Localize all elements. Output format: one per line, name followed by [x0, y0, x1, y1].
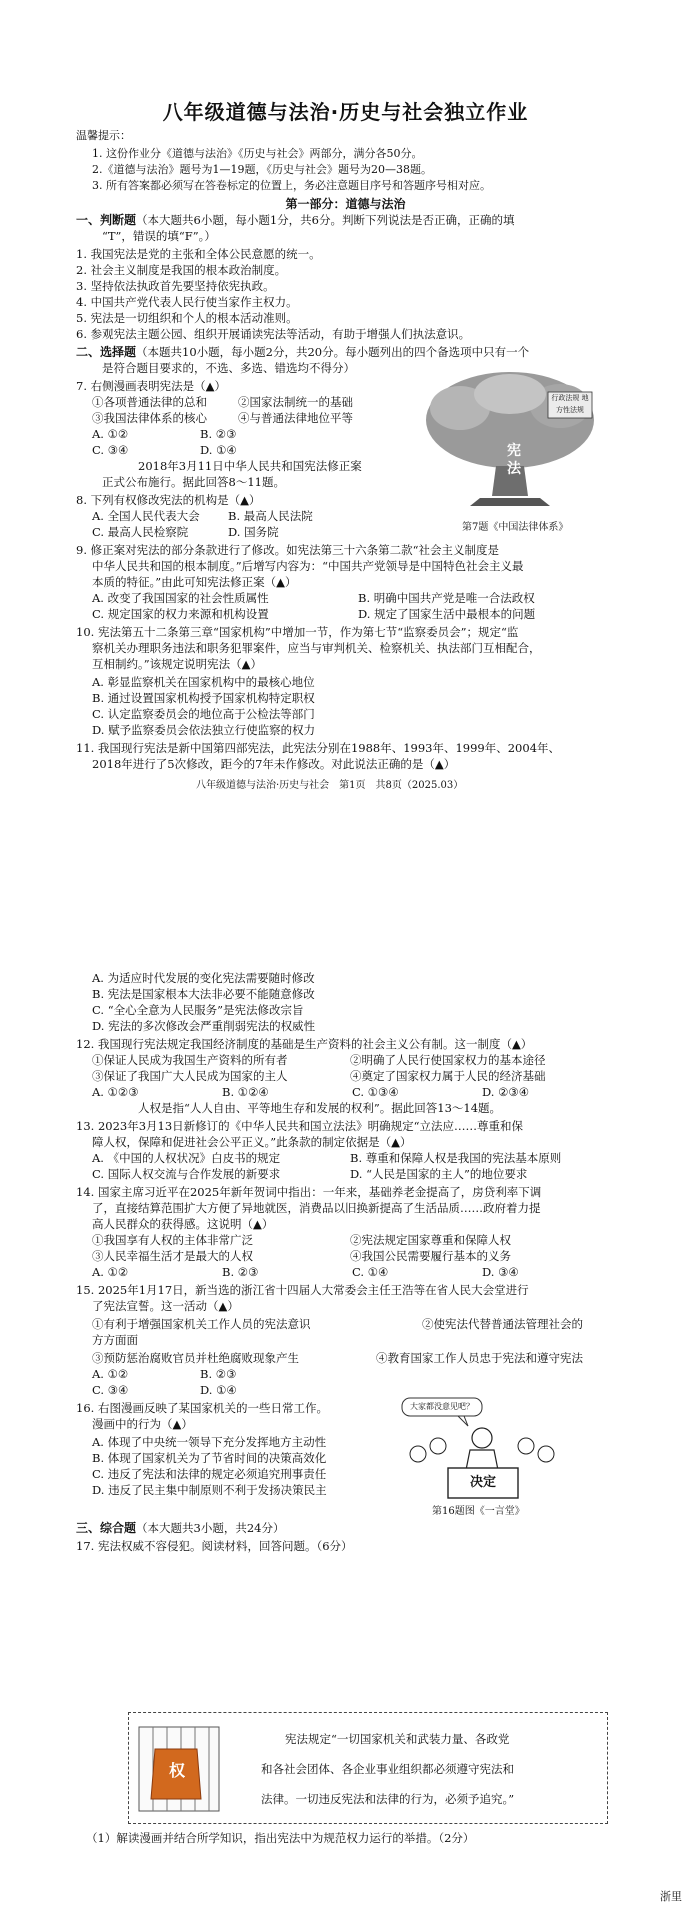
- q7-opt1: ①各项普通法律的总和: [92, 395, 207, 409]
- listener-left-2: [430, 1438, 446, 1454]
- q12-B: B. ①②④: [222, 1085, 269, 1099]
- q14-line1: 14. 国家主席习近平在2025年新年贺词中指出：一年来，基础养老金提高了，房贷利率下调: [76, 1185, 542, 1199]
- q7-opt4: ④与普通法律地位平等: [238, 411, 353, 425]
- section3-label: 三、综合题: [76, 1521, 137, 1535]
- q16-figure-caption: 第16题图《一言堂》: [432, 1506, 525, 1517]
- q15-opt2: ②使宪法代替普通法管理社会的: [422, 1317, 583, 1331]
- q8-A: A. 全国人民代表大会: [92, 509, 200, 523]
- part1-heading: 第一部分：道德与法治: [285, 197, 406, 211]
- constitution-tree-illustration: [420, 368, 600, 510]
- decision-board-text: 决定: [469, 1475, 496, 1490]
- q16-B: B. 体现了国家机关为了节省时间的决策高效化: [92, 1451, 327, 1465]
- section2-desc1: （本题共10小题，每小题2分，共20分。每小题列出的四个备选项中只有一个: [136, 345, 530, 359]
- q13-D: D. “人民是国家的主人”的地位要求: [350, 1167, 528, 1181]
- section1-desc1: （本大题共6小题，每小题1分，共6分。判断下列说法是否正确，正确的填: [136, 213, 515, 227]
- material-8-11-line1: 2018年3月11日中华人民共和国宪法修正案: [138, 459, 362, 473]
- section2-desc2: 是符合题目要求的，不选、多选、错选均不得分）: [102, 361, 355, 375]
- q14-opt1: ①我国享有人权的主体非常广泛: [92, 1233, 253, 1247]
- speech-bubble-text: 大家都没意见吧？: [410, 1402, 474, 1411]
- q10-line2: 察机关办理职务违法和职务犯罪案件，应当与审判机关、检察机关、执法部门互相配合，: [92, 641, 541, 655]
- q11-B: B. 宪法是国家根本大法非必要不能随意修改: [92, 987, 315, 1001]
- tree-sign-text: 行政法规 地方性法规: [551, 394, 589, 414]
- q9-line2: 中华人民共和国的根本制度。”后增写内容为：“中国共产党领导是中国特色社会主义最: [92, 559, 524, 573]
- q17-stem: 17. 宪法权威不容侵犯。阅读材料，回答问题。（6分）: [76, 1539, 353, 1553]
- q4: 4. 中国共产党代表人民行使当家作主权力。: [76, 295, 298, 309]
- q12-stem: 12. 我国现行宪法规定我国经济制度的基础是生产资料的社会主义公有制。这一制度（▲）: [76, 1037, 533, 1051]
- q15-line2: 了宪法宣誓。这一活动（▲）: [92, 1299, 239, 1313]
- q15-D: D. ①④: [200, 1383, 237, 1397]
- speaker-head: [472, 1428, 492, 1448]
- q17-quote-line2: 和各社会团体、各企业事业组织都必须遵守宪法和: [261, 1762, 514, 1776]
- q8-D: D. 国务院: [228, 525, 279, 539]
- q14-line2: 了，直接结算范围扩大方便了异地就医，消费品以旧换新提高了生活品质……政府着力提: [92, 1201, 541, 1215]
- tree-trunk-label: 宪法: [507, 443, 521, 477]
- listener-right-2: [538, 1446, 554, 1462]
- q15-A: A. ①②: [92, 1367, 129, 1381]
- q14-opt4: ④我国公民需要履行基本的义务: [350, 1249, 511, 1263]
- material-13-14: 人权是指“人人自由、平等地生存和发展的权利”。据此回答13～14题。: [138, 1101, 502, 1115]
- listener-left-1: [410, 1446, 426, 1462]
- q13-B: B. 尊重和保障人权是我国的宪法基本原则: [350, 1151, 562, 1165]
- speech-bubble-tail: [458, 1416, 468, 1426]
- q10-B: B. 通过设置国家机构授予国家机构特定职权: [92, 691, 315, 705]
- q16-C: C. 违反了宪法和法律的规定必须追究刑事责任: [92, 1467, 327, 1481]
- q11-C: C. “全心全意为人民服务”是宪法修改宗旨: [92, 1003, 304, 1017]
- q9-A: A. 改变了我国国家的社会性质属性: [92, 591, 269, 605]
- q7-opt3: ③我国法律体系的核心: [92, 411, 207, 425]
- q5: 5. 宪法是一切组织和个人的根本活动准则。: [76, 311, 298, 325]
- q14-D: D. ③④: [482, 1265, 519, 1279]
- q14-A: A. ①②: [92, 1265, 129, 1279]
- tree-canopy-top: [474, 374, 546, 414]
- section1-label: 一、判断题: [76, 213, 137, 227]
- q15-line1: 15. 2025年1月17日，新当选的浙江省十四届人大常委会主任王浩等在省人民大会堂进行: [76, 1283, 529, 1297]
- q9-line1: 9. 修正案对宪法的部分条款进行了修改。如宪法第三十六条第二款“社会主义制度是: [76, 543, 500, 557]
- q17-sub1: （1）解读漫画并结合所学知识，指出宪法中为规范权力运行的举措。（2分）: [86, 1831, 475, 1845]
- q17-material-box: [128, 1712, 608, 1824]
- tips-item-2: 2.《道德与法治》题号为1—19题，《历史与社会》题号为20—38题。: [92, 163, 432, 176]
- q13-line1: 13. 2023年3月13日新修订的《中华人民共和国立法法》明确规定“立法应……尊重和保: [76, 1119, 524, 1133]
- q15-B: B. ②③: [200, 1367, 237, 1381]
- q7-opt2: ②国家法制统一的基础: [238, 395, 353, 409]
- q7-B: B. ②③: [200, 427, 237, 441]
- q9-D: D. 规定了国家生活中最根本的问题: [358, 607, 536, 621]
- q1: 1. 我国宪法是党的主张和全体公民意愿的统一。: [76, 247, 321, 261]
- section3-header: [76, 1520, 284, 1536]
- q9-B: B. 明确中国共产党是唯一合法政权: [358, 591, 535, 605]
- power-figure-label: 权: [168, 1761, 185, 1780]
- q16-line1: 16. 右图漫画反映了某国家机关的一些日常工作。: [76, 1401, 328, 1415]
- q14-B: B. ②③: [222, 1265, 259, 1279]
- q8-C: C. 最高人民检察院: [92, 525, 189, 539]
- speaker-body: [466, 1450, 498, 1470]
- q7-A: A. ①②: [92, 427, 129, 441]
- q14-opt2: ②宪法规定国家尊重和保障人权: [350, 1233, 511, 1247]
- q15-opt4: ④教育国家工作人员忠于宪法和遵守宪法: [376, 1351, 583, 1365]
- q9-C: C. 规定国家的权力来源和机构设置: [92, 607, 269, 621]
- q10-line3: 互相制约。”该规定说明宪法（▲）: [92, 657, 262, 671]
- q6: 6. 参观宪法主题公园、组织开展诵读宪法等活动，有助于增强人们执法意识。: [76, 327, 471, 341]
- q14-C: C. ①④: [352, 1265, 389, 1279]
- q8-B: B. 最高人民法院: [228, 509, 313, 523]
- section3-desc: （本大题共3小题，共24分）: [136, 1521, 285, 1535]
- tree-roots: [470, 498, 550, 506]
- q10-line1: 10. 宪法第五十二条第三章“国家机构”中增加一节，作为第七节“监察委员会”；规定“监: [76, 625, 519, 639]
- page-title: 八年级道德与法治·历史与社会独立作业: [162, 100, 529, 124]
- q11-line1: 11. 我国现行宪法是新中国第四部宪法，此宪法分别在1988年、1993年、1999年、2004年、: [76, 741, 561, 755]
- listener-right-1: [518, 1438, 534, 1454]
- q12-opt4: ④奠定了国家权力属于人民的经济基础: [350, 1069, 546, 1083]
- q15-opt1: ①有利于增强国家机关工作人员的宪法意识: [92, 1317, 311, 1331]
- one-voice-cartoon: [398, 1396, 568, 1506]
- corner-text: 浙里: [660, 1890, 682, 1903]
- q2: 2. 社会主义制度是我国的根本政治制度。: [76, 263, 287, 277]
- q7-stem: 7. 右侧漫画表明宪法是（▲）: [76, 379, 226, 393]
- q13-A: A. 《中国的人权状况》白皮书的规定: [92, 1151, 281, 1165]
- q7-C: C. ③④: [92, 443, 129, 457]
- q14-line3: 高人民群众的获得感。这说明（▲）: [92, 1217, 274, 1231]
- q7-figure-caption: 第7题《中国法律体系》: [462, 522, 569, 533]
- q13-C: C. 国际人权交流与合作发展的新要求: [92, 1167, 281, 1181]
- q11-D: D. 宪法的多次修改会严重削弱宪法的权威性: [92, 1019, 316, 1033]
- q12-opt1: ①保证人民成为我国生产资料的所有者: [92, 1053, 288, 1067]
- q9-line3: 本质的特征。”由此可知宪法修正案（▲）: [92, 575, 297, 589]
- power-cage-illustration: [135, 1719, 225, 1815]
- tips-item-1: 1. 这份作业分《道德与法治》《历史与社会》两部分，满分各50分。: [92, 147, 423, 160]
- tips-item-3: 3. 所有答案都必须写在答卷标定的位置上，务必注意题目序号和答题序号相对应。: [92, 179, 491, 192]
- q16-D: D. 违反了民主集中制原则不利于发扬决策民主: [92, 1483, 327, 1497]
- q15-opt2-continued: 方方面面: [92, 1333, 138, 1347]
- q15-opt3: ③预防惩治腐败官员并杜绝腐败现象产生: [92, 1351, 299, 1365]
- material-8-11-line2: 正式公布施行。据此回答8～11题。: [102, 475, 285, 489]
- q11-A: A. 为适应时代发展的变化宪法需要随时修改: [92, 971, 315, 985]
- q15-C: C. ③④: [92, 1383, 129, 1397]
- q8-stem: 8. 下列有权修改宪法的机构是（▲）: [76, 493, 261, 507]
- q10-D: D. 赋予监察委员会依法独立行使监察的权力: [92, 723, 316, 737]
- section1-header: [76, 212, 514, 228]
- q12-C: C. ①③④: [352, 1085, 399, 1099]
- q16-line2: 漫画中的行为（▲）: [92, 1417, 193, 1431]
- q10-A: A. 彰显监察机关在国家机构中的最核心地位: [92, 675, 315, 689]
- q13-line2: 障人权，保障和促进社会公平正义。”此条款的制定依据是（▲）: [92, 1135, 412, 1149]
- section2-header: [76, 344, 529, 360]
- q12-D: D. ②③④: [482, 1085, 530, 1099]
- q12-A: A. ①②③: [92, 1085, 139, 1099]
- q17-quote-line1: 宪法规定“一切国家机关和武装力量、各政党: [285, 1732, 510, 1746]
- q3: 3. 坚持依法执政首先要坚持依宪执政。: [76, 279, 275, 293]
- page-footer: 八年级道德与法治·历史与社会 第1页 共8页（2025.03）: [196, 780, 464, 791]
- q7-D: D. ①④: [200, 443, 237, 457]
- q14-opt3: ③人民幸福生活才是最大的人权: [92, 1249, 253, 1263]
- q10-C: C. 认定监察委员会的地位高于公检法等部门: [92, 707, 315, 721]
- q16-A: A. 体现了中央统一领导下充分发挥地方主动性: [92, 1435, 327, 1449]
- q12-opt3: ③保证了我国广大人民成为国家的主人: [92, 1069, 288, 1083]
- q11-line2: 2018年进行了5次修改，距今的7年未作修改。对此说法正确的是（▲）: [92, 757, 456, 771]
- section1-desc2: “T”，错误的填“F”。）: [102, 229, 216, 243]
- q12-opt2: ②明确了人民行使国家权力的基本途径: [350, 1053, 546, 1067]
- section2-label: 二、选择题: [76, 345, 137, 359]
- q17-quote-line3: 法律。一切违反宪法和法律的行为，必须予追究。”: [261, 1792, 515, 1806]
- tips-heading: 温馨提示：: [76, 129, 131, 142]
